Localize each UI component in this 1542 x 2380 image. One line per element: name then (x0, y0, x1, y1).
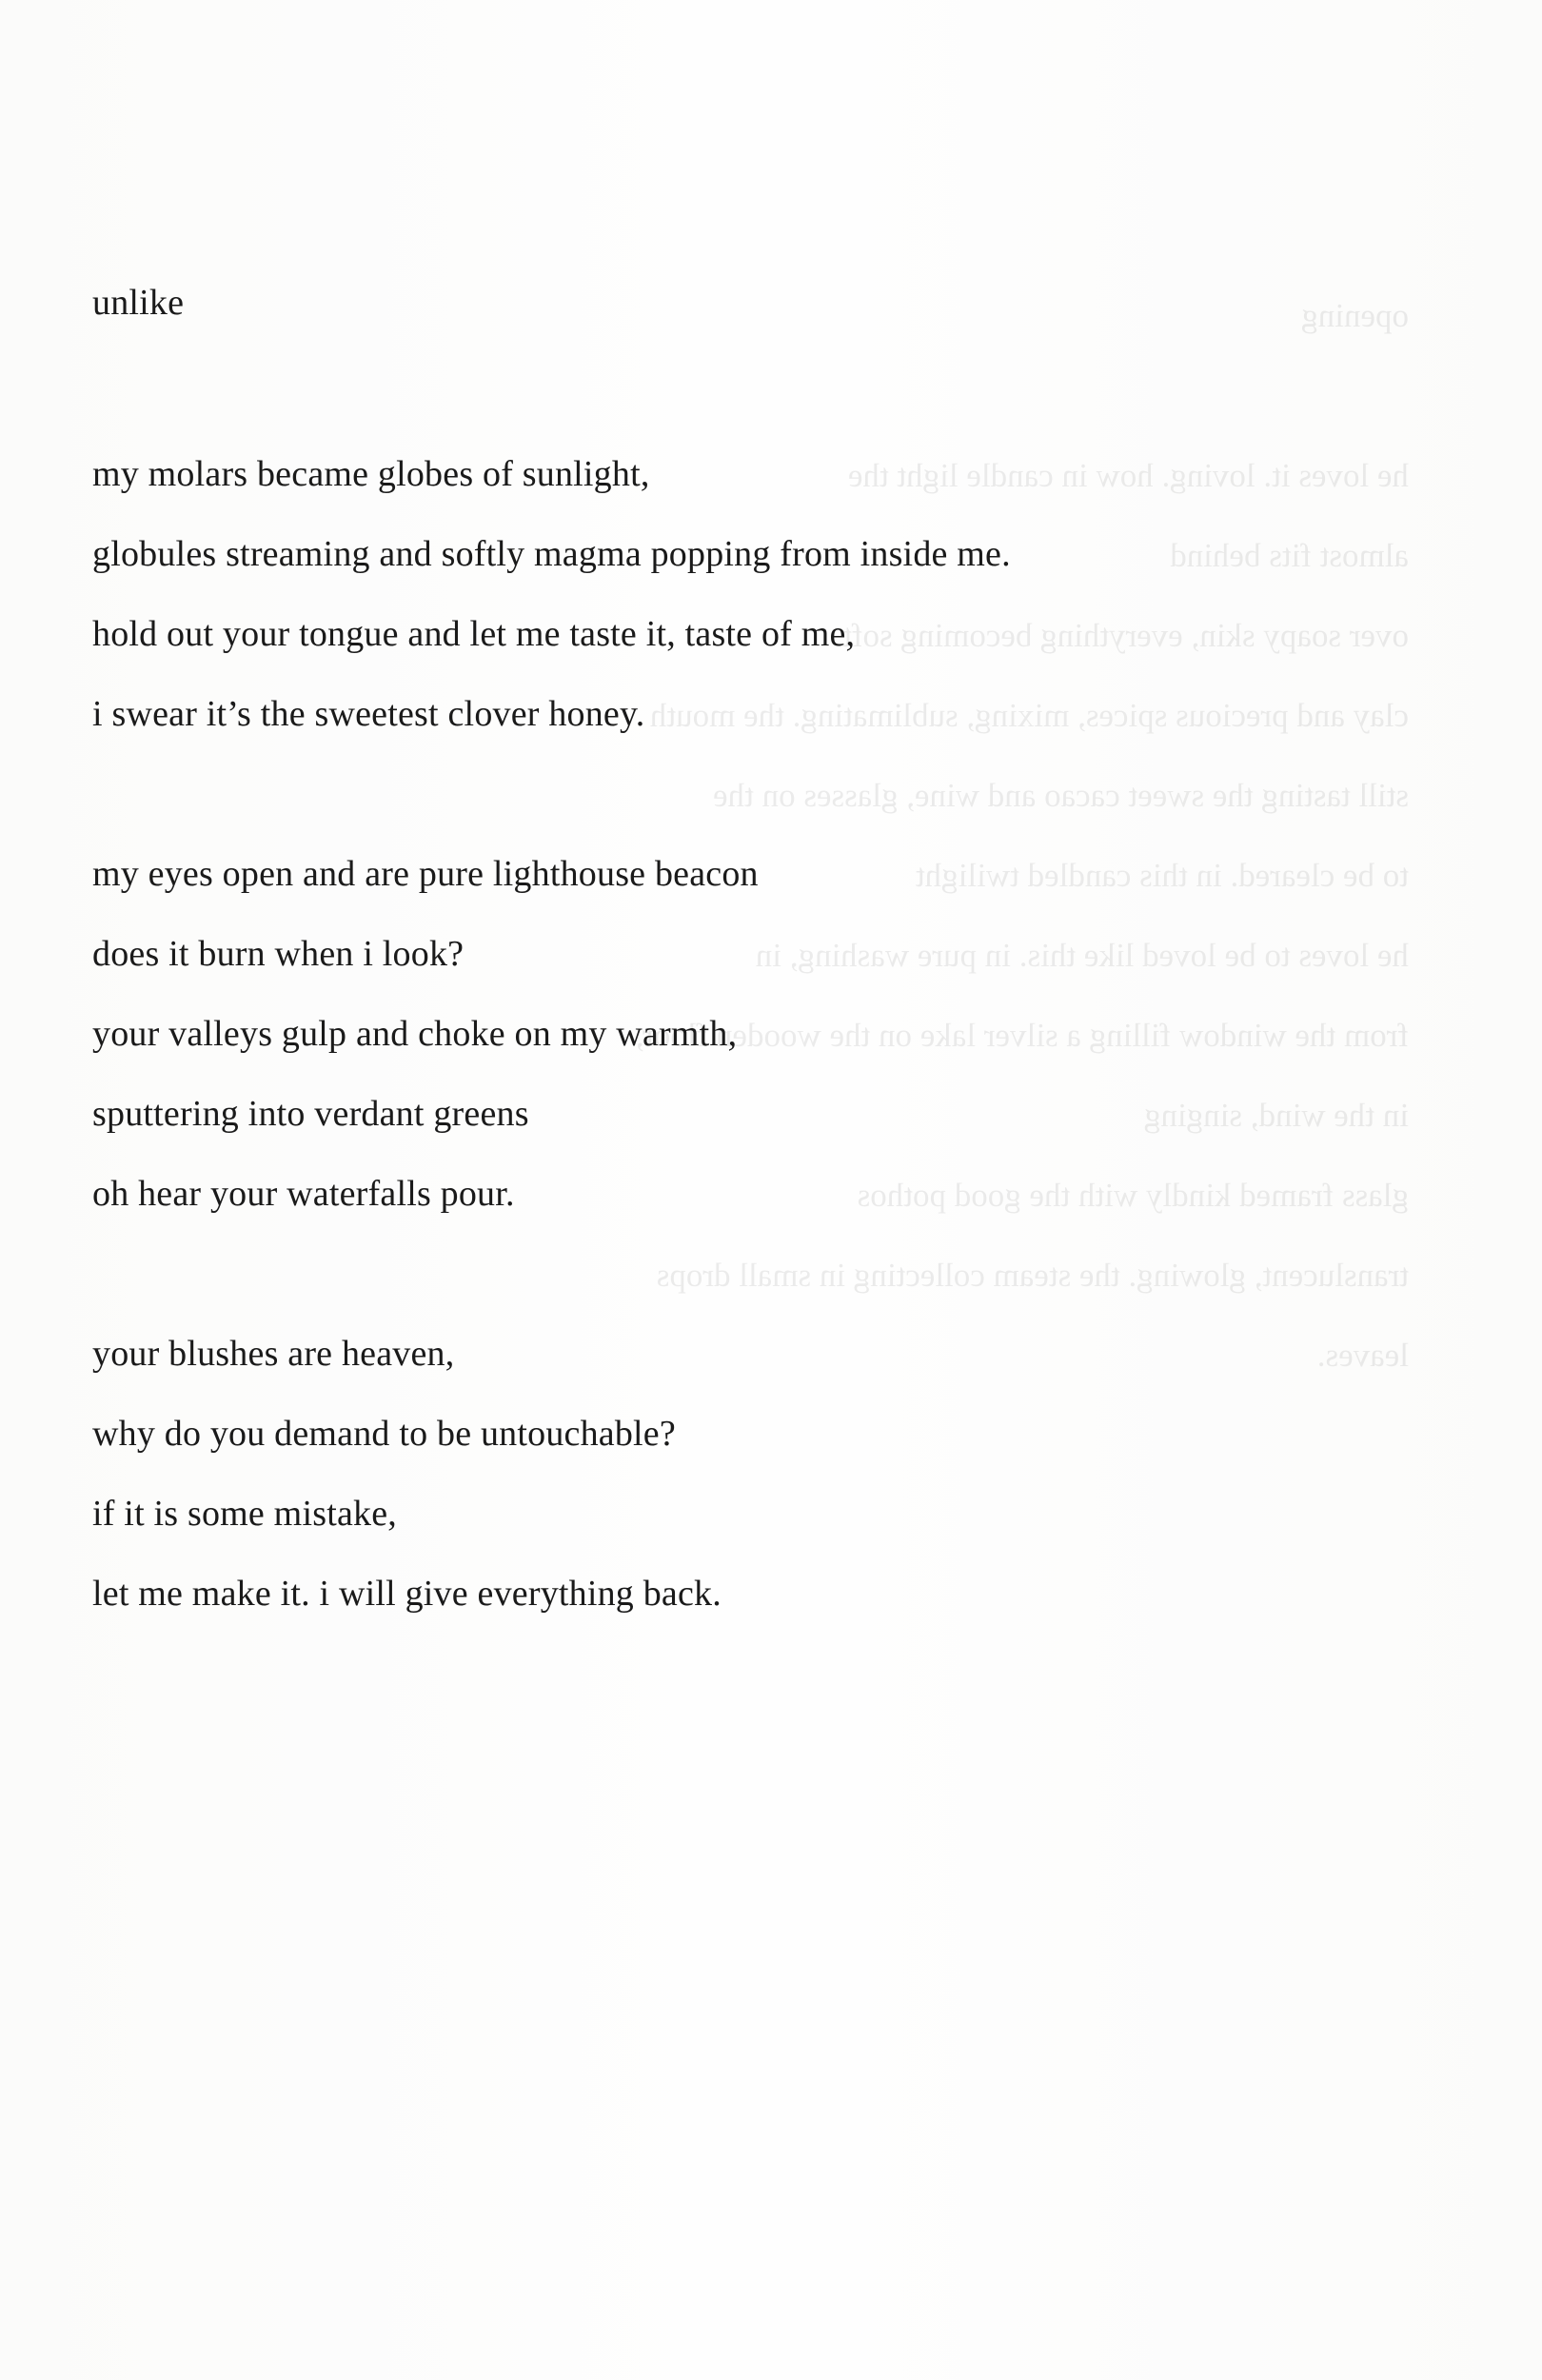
show-through-line: he loves to be loved like this. in pure washing, in (755, 937, 1409, 974)
poem-line: my molars became globes of sunlight, (92, 454, 650, 494)
poem (92, 278, 1235, 1714)
show-through-line: almost fits behind (1170, 537, 1409, 574)
show-through-line: leaves. (1316, 1337, 1409, 1374)
poem-line: let me make it. i will give everything back. (92, 1574, 722, 1614)
show-through-title: opening (1301, 297, 1409, 334)
poem-line: does it burn when i look? (92, 934, 465, 974)
show-through-line: over soapy skin, everything becoming soft (842, 617, 1409, 654)
stanza-1 (92, 434, 1235, 754)
show-through-line: still tasting the sweet cacao and wine, glasses on the (713, 777, 1409, 814)
poem-line: if it is some mistake, (92, 1494, 397, 1534)
show-through-line: clay and precious spices, mixing, sublimating. the mouth (649, 697, 1409, 734)
stanza-2 (92, 834, 1235, 1234)
poem-line: why do you demand to be untouchable? (92, 1414, 676, 1454)
stanza-3 (92, 1314, 1235, 1634)
poem-line: hold out your tongue and let me taste it, taste of me, (92, 614, 856, 654)
poem-line: your valleys gulp and choke on my warmth, (92, 1014, 738, 1054)
poem-line: oh hear your waterfalls pour. (92, 1174, 515, 1214)
poem-title: unlike (92, 283, 185, 323)
poem-line: sputtering into verdant greens (92, 1094, 529, 1134)
show-through-line: in the wind, singing (1143, 1097, 1409, 1134)
poem-line: i swear it’s the sweetest clover honey. (92, 694, 645, 734)
poem-line: your blushes are heaven, (92, 1334, 455, 1374)
show-through-line: glass framed kindly with the good pothos (857, 1177, 1409, 1214)
show-through-line: he loves it. loving. how in candle light the (847, 457, 1409, 494)
show-through-line: from the window filling a silver lake on the wooden floor, (635, 1017, 1409, 1054)
poem-line: globules streaming and softly magma popping from inside me. (92, 534, 1011, 574)
poem-line: my eyes open and are pure lighthouse beacon (92, 854, 759, 894)
show-through-line: to be cleared. in this candled twilight (915, 857, 1409, 894)
show-through-line: translucent, glowing. the steam collecting in small drops (656, 1257, 1409, 1294)
